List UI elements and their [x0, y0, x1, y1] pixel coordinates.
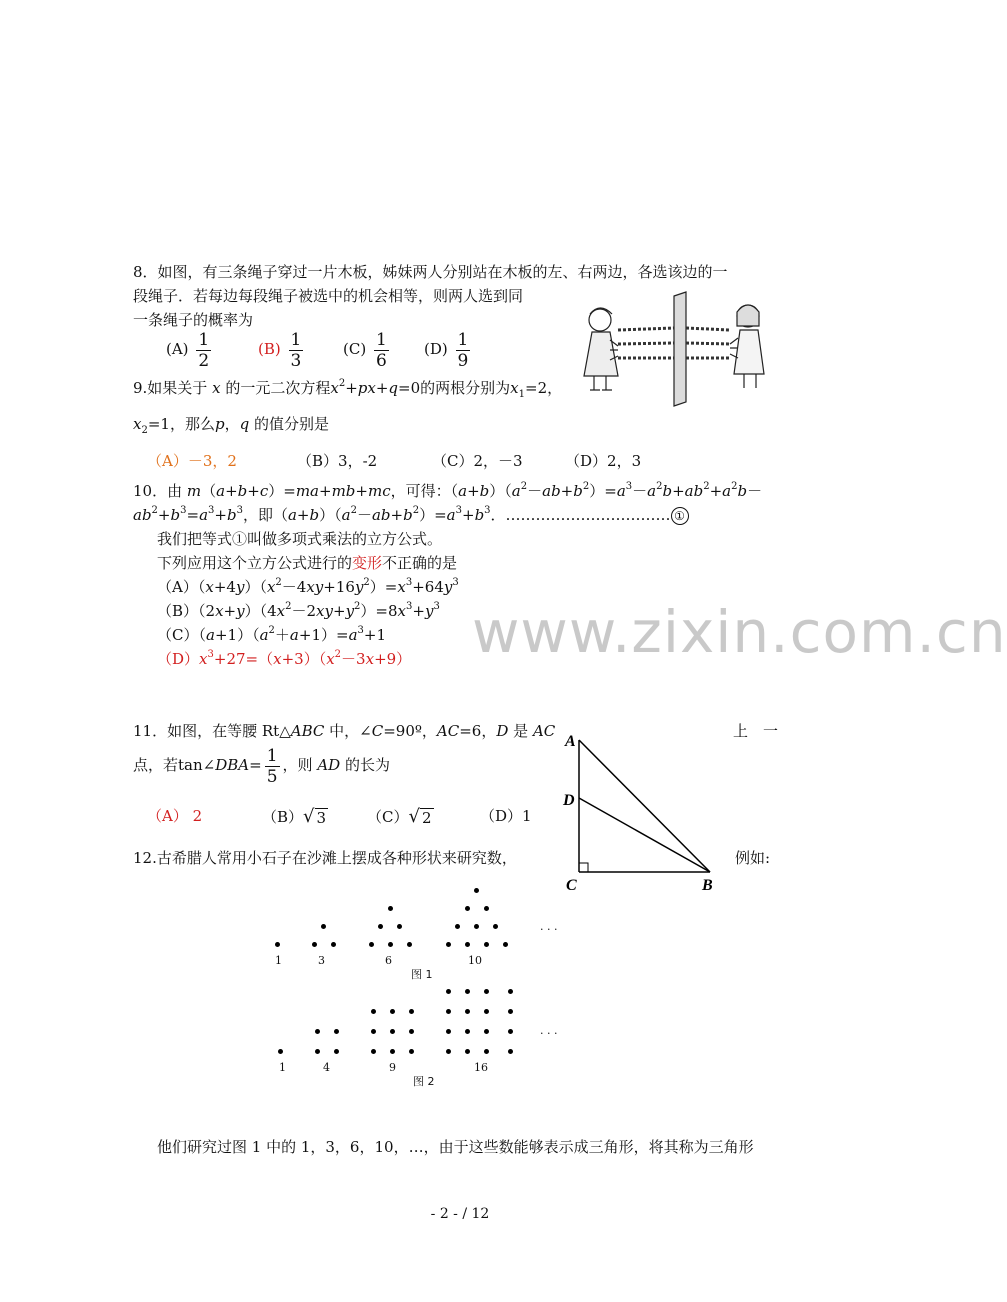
q11-line1: 11．如图，在等腰 Rt△ABC 中，∠C=90º，AC=6，D 是 AC: [133, 722, 556, 740]
q8-option-a: (A) $\frac{1}{2}$: [166, 329, 210, 371]
q8-line2: 段绳子．若每边每段绳子被选中的机会相等，则两人选到同: [133, 287, 524, 305]
fig2-ellipsis: . . .: [540, 1024, 558, 1037]
q11-option-a: （A） 2: [147, 807, 203, 825]
q12-last-line: 他们研究过图 1 中的 1，3，6，10，…，由于这些数能够表示成三角形，将其称为三角形: [157, 1138, 754, 1156]
q10-line3: 我们把等式①叫做多项式乘法的立方公式。: [157, 530, 443, 548]
q8-line1: 8．如图，有三条绳子穿过一片木板，姊妹两人分别站在木板的左、右两边，各选该边的一: [133, 263, 728, 281]
q10-line4: 下列应用这个立方公式进行的变形不正确的是: [157, 554, 458, 572]
q12-line1: 12.古希腊人常用小石子在沙滩上摆成各种形状来研究数，: [133, 849, 517, 867]
vertex-b-label: B: [702, 877, 713, 894]
q10-option-d: $(D)x^3+27=(x+3)(x^2-3x+9)$: [157, 649, 412, 668]
q12-line1-tail: 例如:: [735, 849, 771, 867]
q9-line1: 9.如果关于 x 的一元二次方程$x^2+px+q=0$的两根分别为$x_1=2$，: [133, 378, 563, 400]
vertex-a-label: A: [565, 733, 576, 750]
q8-option-c: (C) $\frac{1}{6}$: [343, 329, 387, 371]
fig1-number-1: 1: [275, 954, 282, 967]
watermark: www.zixin.com.cn: [472, 598, 1007, 666]
q8-option-b: (B) $\frac{1}{3}$: [258, 329, 302, 371]
fig2-number-9: 9: [389, 1061, 396, 1074]
fig2-number-4: 4: [323, 1061, 330, 1074]
q11-line1-tail: 上 一: [733, 722, 779, 740]
fig1-number-6: 6: [385, 954, 392, 967]
q10-option-a: $(A)(x+4y)(x^2-4xy+16y^2)=x^3+64y^3$: [157, 577, 459, 596]
triangle-figure: [560, 728, 730, 896]
fig1-ellipsis: . . .: [540, 920, 558, 933]
q8-line3: 一条绳子的概率为: [133, 311, 254, 329]
q10-option-b: $(B)(2x+y)(4x^2-2xy+y^2)=8x^3+y^3$: [157, 601, 440, 620]
q11-option-d: （D）1: [480, 807, 532, 825]
q11-option-c: （C） √ 2: [367, 806, 432, 827]
q10-option-c: $(C)(a+1)(a^2+a+1)=a^3+1$: [157, 625, 387, 644]
q10-line2: $ab^2+b^3=a^3+b^3$，即$(a+b)(a^2-ab+b^2)=a^3+b^3$．…………………………… ①: [133, 505, 689, 525]
q10-line1: 10．由 m（a+b+c）=ma+mb+mc，可得：$(a+b)(a^2-ab+b^2)=a^3-a^2b+ab^2+a^2b-$: [133, 481, 763, 500]
q9-option-a: （A）－3，2: [147, 452, 237, 470]
q8-option-d: (D) $\frac{1}{9}$: [424, 329, 469, 371]
q9-option-d: （D）2，3: [565, 452, 642, 470]
fig2-caption: 图 2: [413, 1075, 435, 1088]
fig1-number-3: 3: [318, 954, 325, 967]
vertex-c-label: C: [566, 877, 577, 894]
fig2-number-16: 16: [474, 1061, 488, 1074]
q9-option-c: （C）2，－3: [432, 452, 523, 470]
fig1-number-10: 10: [468, 954, 482, 967]
q11-option-b: （B） √ 3: [262, 806, 327, 827]
q9-option-b: （B）3，-2: [297, 452, 378, 470]
fig1-caption: 图 1: [411, 968, 433, 981]
q11-line2: 点，若tan∠DBA= $\frac{1}{5}$ ，则 AD 的长为: [133, 745, 390, 787]
rope-board-illustration: [576, 290, 776, 410]
q9-line2: $x_2=1$，那么p，q 的值分别是: [133, 415, 329, 436]
fig2-number-1: 1: [279, 1061, 286, 1074]
vertex-d-label: D: [563, 792, 575, 809]
page-footer: - 2 - / 12: [430, 1206, 490, 1222]
equation-marker: ①: [671, 507, 689, 525]
